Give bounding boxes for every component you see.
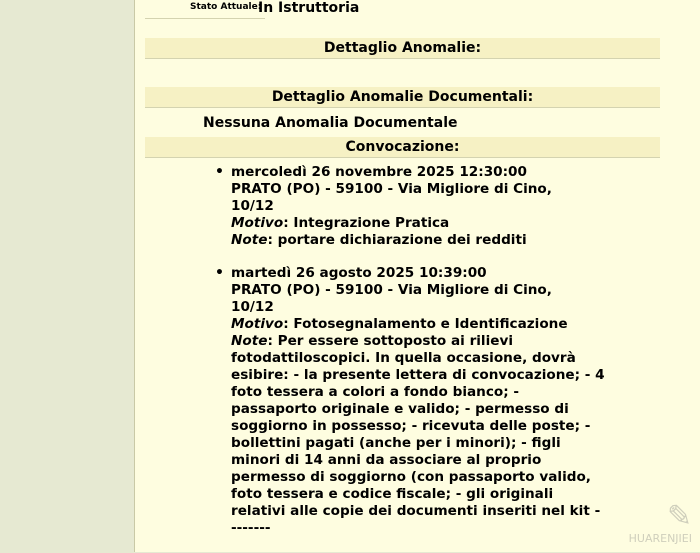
convocazione-place: PRATO (PO) - 59100 - Via Migliore di Cino, bbox=[231, 181, 552, 197]
convocazione-datetime: • mercoledì 26 novembre 2025 12:30:00 bbox=[231, 164, 527, 180]
convocazione-item bbox=[212, 164, 612, 249]
note-line: passaporto originale e valido; - permesso di bbox=[231, 401, 569, 417]
note-line: foto tessera a colori a fondo bianco; - bbox=[231, 384, 520, 400]
convocazione-note bbox=[231, 232, 612, 249]
nessuna-anomalia-text: Nessuna Anomalia Documentale bbox=[203, 115, 458, 131]
motivo-value: : Integrazione Pratica bbox=[283, 215, 450, 231]
note-line: bollettini pagati (anche per i minori); - figli bbox=[231, 435, 561, 451]
section-dettaglio-anomalie: Dettaglio Anomalie: bbox=[145, 38, 660, 59]
note-line: relativi alle copie dei documenti inseriti nel kit - bbox=[231, 503, 601, 519]
convocazione-place-cont: 10/12 bbox=[231, 299, 274, 315]
watermark-logo bbox=[572, 499, 692, 546]
note-line: permesso di soggiorno (con passaporto valido, bbox=[231, 469, 591, 485]
note-line: soggiorno in possesso; - ricevuta delle poste; - bbox=[231, 418, 591, 434]
convocazione-motivo bbox=[231, 215, 612, 232]
status-value: In Istruttoria bbox=[258, 0, 360, 16]
note-value: : portare dichiarazione dei redditi bbox=[267, 232, 527, 248]
convocazione-motivo bbox=[231, 316, 612, 333]
watermark-mark-icon: ✎ bbox=[666, 499, 692, 534]
convocazioni-list bbox=[212, 164, 612, 553]
note-line: foto tessera e codice fiscale; - gli originali bbox=[231, 486, 554, 502]
convocazione-item bbox=[212, 265, 612, 537]
note-line: : Per essere sottoposto ai rilievi bbox=[267, 333, 513, 349]
note-line: minori di 14 anni da associare al proprio bbox=[231, 452, 542, 468]
convocazione-note bbox=[231, 333, 612, 350]
motivo-label: Motivo bbox=[231, 316, 284, 332]
status-label: Stato Attuale: bbox=[190, 2, 262, 12]
motivo-label: Motivo bbox=[231, 215, 284, 231]
section-dettaglio-documentali: Dettaglio Anomalie Documentali: bbox=[145, 87, 660, 108]
watermark-text: HUARENJIEI bbox=[628, 532, 692, 545]
note-line: fotodattiloscopici. In quella occasione, dovrà bbox=[231, 350, 576, 366]
convocazione-datetime: • martedì 26 agosto 2025 10:39:00 bbox=[231, 265, 487, 281]
section-convocazione: Convocazione: bbox=[145, 137, 660, 158]
convocazione-place: PRATO (PO) - 59100 - Via Migliore di Cino, bbox=[231, 282, 552, 298]
note-line: ------- bbox=[231, 520, 271, 536]
note-line: esibire: - la presente lettera di convocazione; - 4 bbox=[231, 367, 605, 383]
note-label: Note bbox=[231, 232, 268, 248]
note-label: Note bbox=[231, 333, 268, 349]
convocazione-place-cont: 10/12 bbox=[231, 198, 274, 214]
motivo-value: : Fotosegnalamento e Identificazione bbox=[283, 316, 568, 332]
